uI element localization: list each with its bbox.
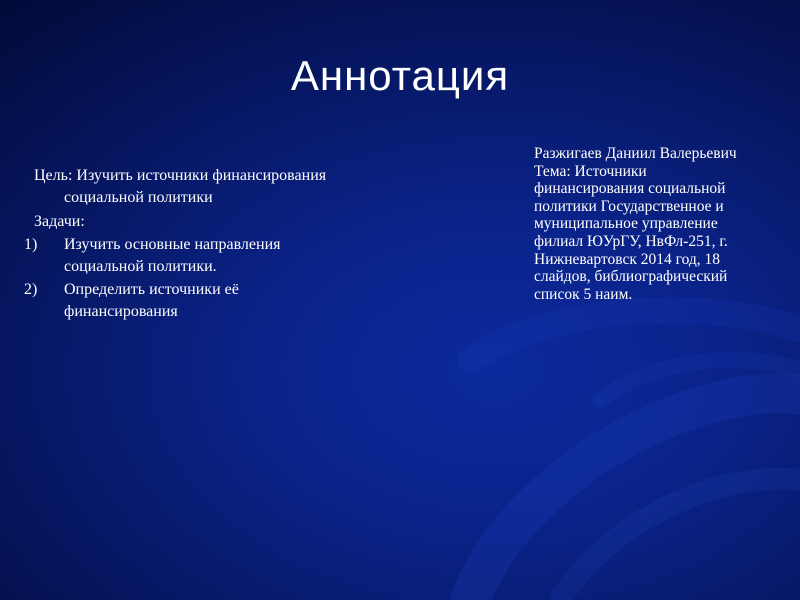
annotation-line: политики Государственное и [534, 197, 724, 215]
annotation-line: муниципальное управление [534, 215, 718, 233]
annotation-line: список 5 наим. [534, 285, 633, 303]
task-text-line-2: финансирования [64, 303, 178, 320]
task-number: 1) [24, 236, 38, 253]
slide-title: Аннотация [290, 52, 510, 99]
goal-and-tasks-block [24, 165, 424, 323]
author-name: Разжигаев Даниил Валерьевич [534, 145, 737, 162]
annotation-info-block [534, 145, 786, 303]
task-number: 2) [24, 281, 38, 298]
annotation-line: финансирования социальной [534, 180, 726, 198]
task-text-line-2: социальной политики. [64, 258, 217, 275]
annotation-line: Тема: Источники [534, 162, 647, 180]
annotation-line: слайдов, библиографический [534, 268, 728, 286]
task-text-line-1: Изучить основные направления [64, 236, 281, 253]
goal-text-line-1: Цель: Изучить источники финансирования [34, 167, 327, 184]
task-item-1 [24, 234, 424, 278]
task-item-2 [24, 279, 424, 323]
task-text-line-1: Определить источники её [64, 281, 239, 298]
annotation-line: Нижневартовск 2014 год, 18 [534, 250, 721, 268]
annotation-line: филиал ЮУрГУ, НвФл-251, г. [534, 232, 728, 250]
goal-text-line-2: социальной политики [64, 189, 213, 206]
tasks-heading: Задачи: [34, 213, 85, 230]
